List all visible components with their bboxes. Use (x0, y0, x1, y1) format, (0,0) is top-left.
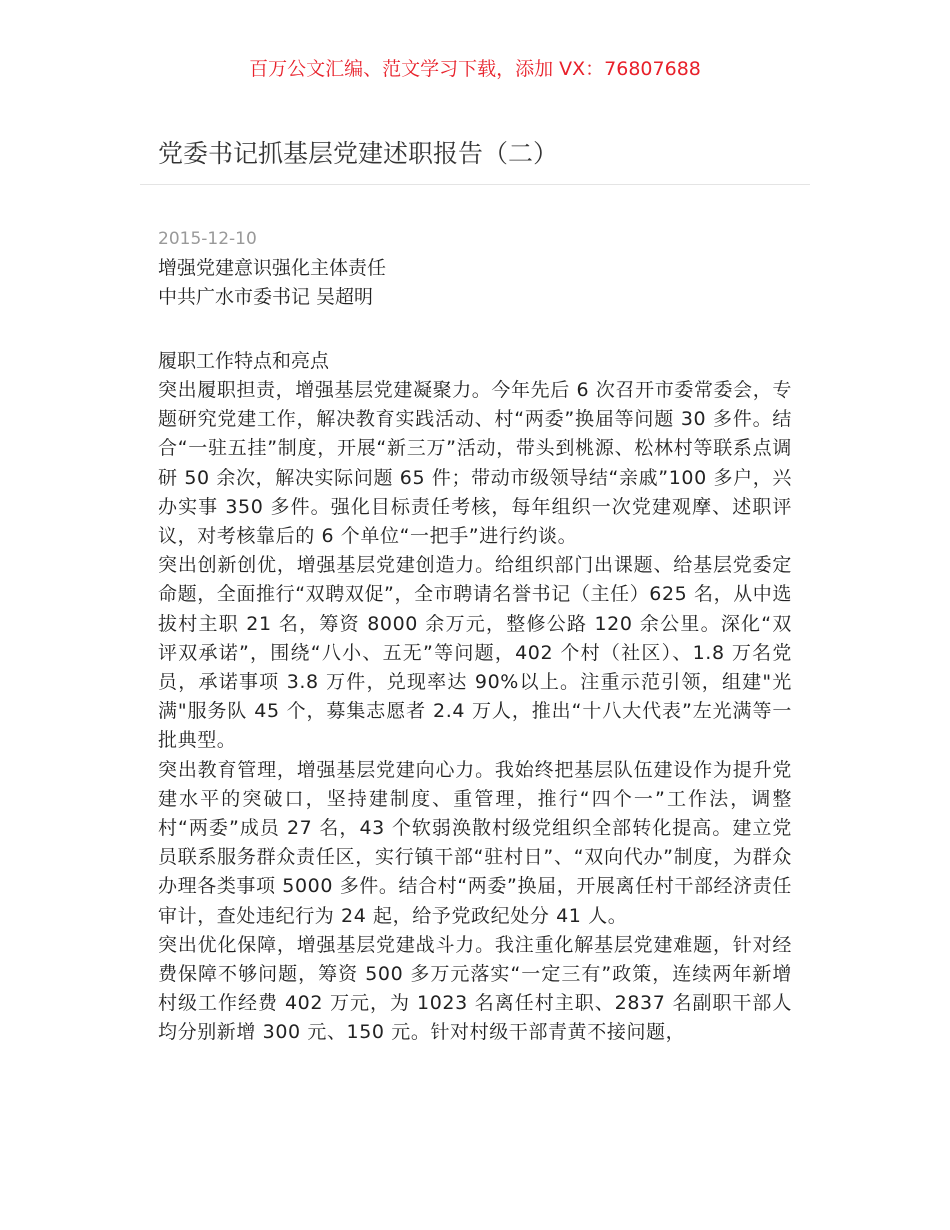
promo-banner: 百万公文汇编、范文学习下载，添加 VX：76807688 (249, 58, 701, 80)
title-divider (140, 184, 810, 185)
paragraph: 突出履职担责，增强基层党建凝聚力。今年先后 6 次召开市委常委会，专题研究党建工作，解决教育实践活动、村“两委”换届等问题 30 多件。结合“一驻五挂”制度，开展“新三万”活动，带头到桃源、松林村等联系点调研 50 余次，解决实际问题 65 件；带动市级领导结“亲戚”100 多户，兴办实事 350 多件。强化目标责任考核，每年组织一次党建观摩、述职评议，对考核靠后的 6 个单位“一把手”进行约谈。 (158, 379, 792, 548)
article-author: 中共广水市委书记 吴超明 (158, 286, 374, 308)
publish-date: 2015-12-10 (158, 229, 257, 249)
section-heading: 履职工作特点和亮点 (158, 350, 330, 372)
article-body (158, 224, 792, 1048)
paragraph: 突出教育管理，增强基层党建向心力。我始终把基层队伍建设作为提升党建水平的突破口，坚持建制度、重管理，推行“四个一”工作法，调整村“两委”成员 27 名，43 个软弱涣散村级党组织全部转化提高。建立党员联系服务群众责任区，实行镇干部“驻村日”、“双向代办”制度，为群众办理各类事项 5000 多件。结合村“两委”换届，开展离任村干部经济责任审计，查处违纪行为 24 起，给予党政纪处分 41 人。 (158, 758, 792, 927)
paragraph: 突出优化保障，增强基层党建战斗力。我注重化解基层党建难题，针对经费保障不够问题，筹资 500 多万元落实“一定三有”政策，连续两年新增村级工作经费 402 万元，为 1023 名离任村主职、2837 名副职干部人均分别新增 300 元、150 元。针对村级干部青黄不接问题， (158, 933, 792, 1044)
article-subtitle: 增强党建意识强化主体责任 (158, 257, 387, 279)
paragraph: 突出创新创优，增强基层党建创造力。给组织部门出课题、给基层党委定命题，全面推行“双聘双促”，全市聘请名誉书记（主任）625 名，从中选拔村主职 21 名，筹资 8000 余万元，整修公路 120 余公里。深化“双评双承诺”，围绕“八小、五无”等问题，402 个村（社区）、1.8 万名党员，承诺事项 3.8 万件，兑现率达 90%以上。注重示范引领，组建"光满"服务队 45 个，募集志愿者 2.4 万人，推出“十八大代表”左光满等一批典型。 (158, 554, 792, 752)
article-title: 党委书记抓基层党建述职报告（二） (158, 139, 559, 168)
spacer (158, 312, 792, 347)
